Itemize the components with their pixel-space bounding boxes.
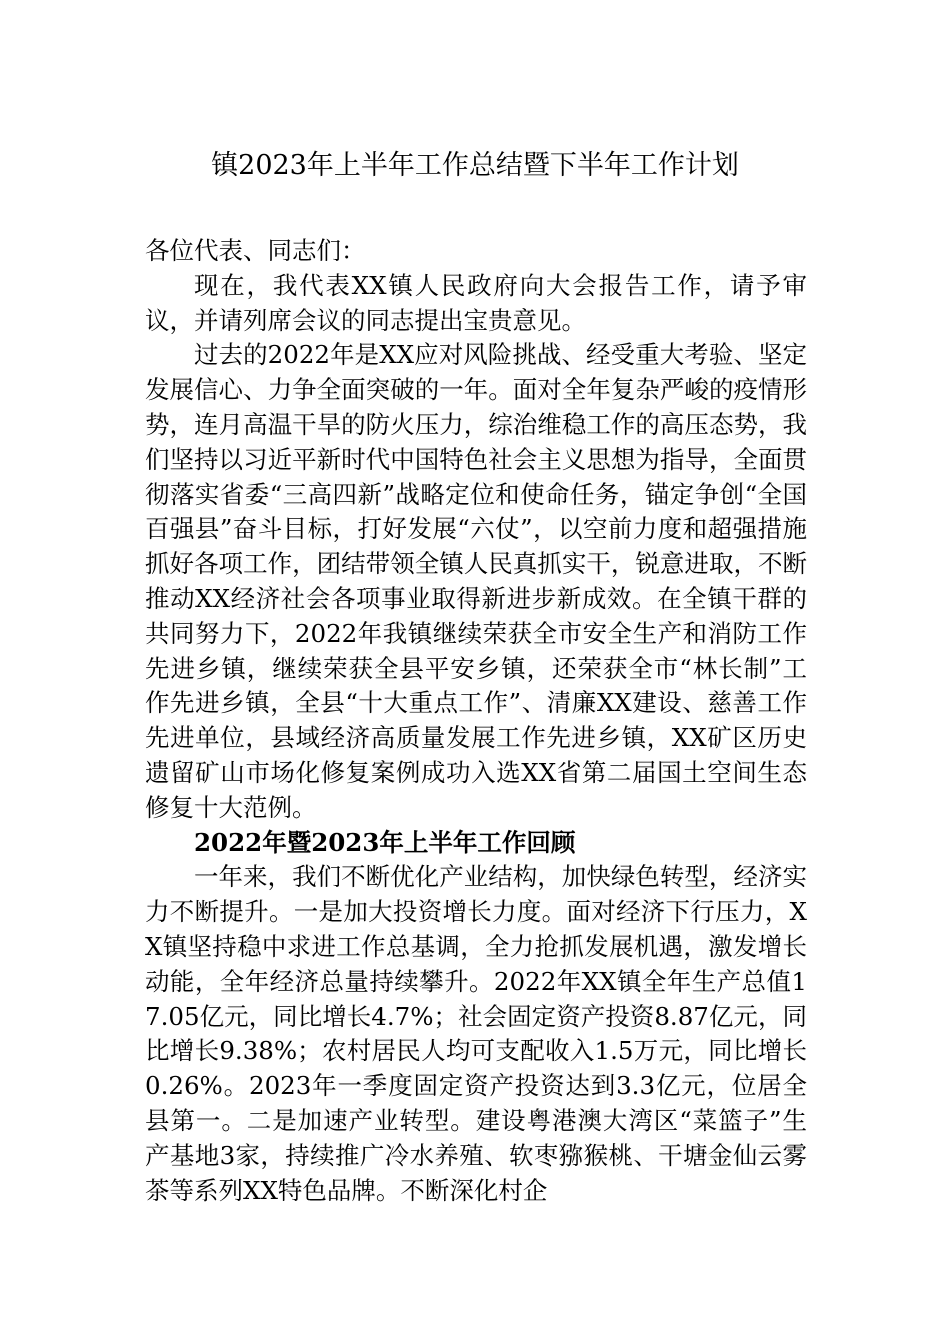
section-heading: 2022年暨2023年上半年工作回顾 [194,827,576,857]
salutation: 各位代表、同志们： [145,236,366,265]
paragraph-review-2022: 过去的2022年是XX应对风险挑战、经受重大考验、坚定发展信心、力争全面突破的一年。面对全年复杂严峻的疫情形势，连月高温干旱的防火压力，综治维稳工作的高压态势，我们坚持以习近平新时代中国特色社会主义思想为指导，全面贯彻落实省委“三高四新”战略定位和使命任务，锚定争创“全国百强县”奋斗目标，打好发展“六仗”，以空前力度和超强措施抓好各项工作，团结带领全镇人民真抓实干，锐意进取，不断推动XX经济社会各项事业取得新进步新成效。在全镇干群的共同努力下，2022年我镇继续荣获全市安全生产和消防工作先进乡镇，继续荣获全县平安乡镇，还荣获全市“林长制”工作先进乡镇，全县“十大重点工作”、清廉XX建设、慈善工作先进单位，县域经济高质量发展工作先进乡镇，XX矿区历史遗留矿山市场化修复案例成功入选XX省第二届国土空间生态修复十大范例。 [145,340,807,822]
paragraph-economy: 一年来，我们不断优化产业结构，加快绿色转型，经济实力不断提升。一是加大投资增长力度。面对经济下行压力，XX镇坚持稳中求进工作总基调，全力抢抓发展机遇，激发增长动能，全年经济总量持续攀升。2022年XX镇全年生产总值17.05亿元，同比增长4.7%；社会固定资产投资8.87亿元，同比增长9.38%；农村居民人均可支配收入1.5万元，同比增长0.26%。2023年一季度固定资产投资达到3.3亿元，位居全县第一。二是加速产业转型。建设粤港澳大湾区“菜篮子”生产基地3家，持续推广冷水养殖、软枣猕猴桃、干塘金仙云雾茶等系列XX特色品牌。不断深化村企 [145,862,807,1205]
document-body [145,234,807,1208]
document-title: 镇2023年上半年工作总结暨下半年工作计划 [211,150,739,181]
paragraph-intro: 现在，我代表XX镇人民政府向大会报告工作，请予审议，并请列席会议的同志提出宝贵意见。 [145,270,807,335]
